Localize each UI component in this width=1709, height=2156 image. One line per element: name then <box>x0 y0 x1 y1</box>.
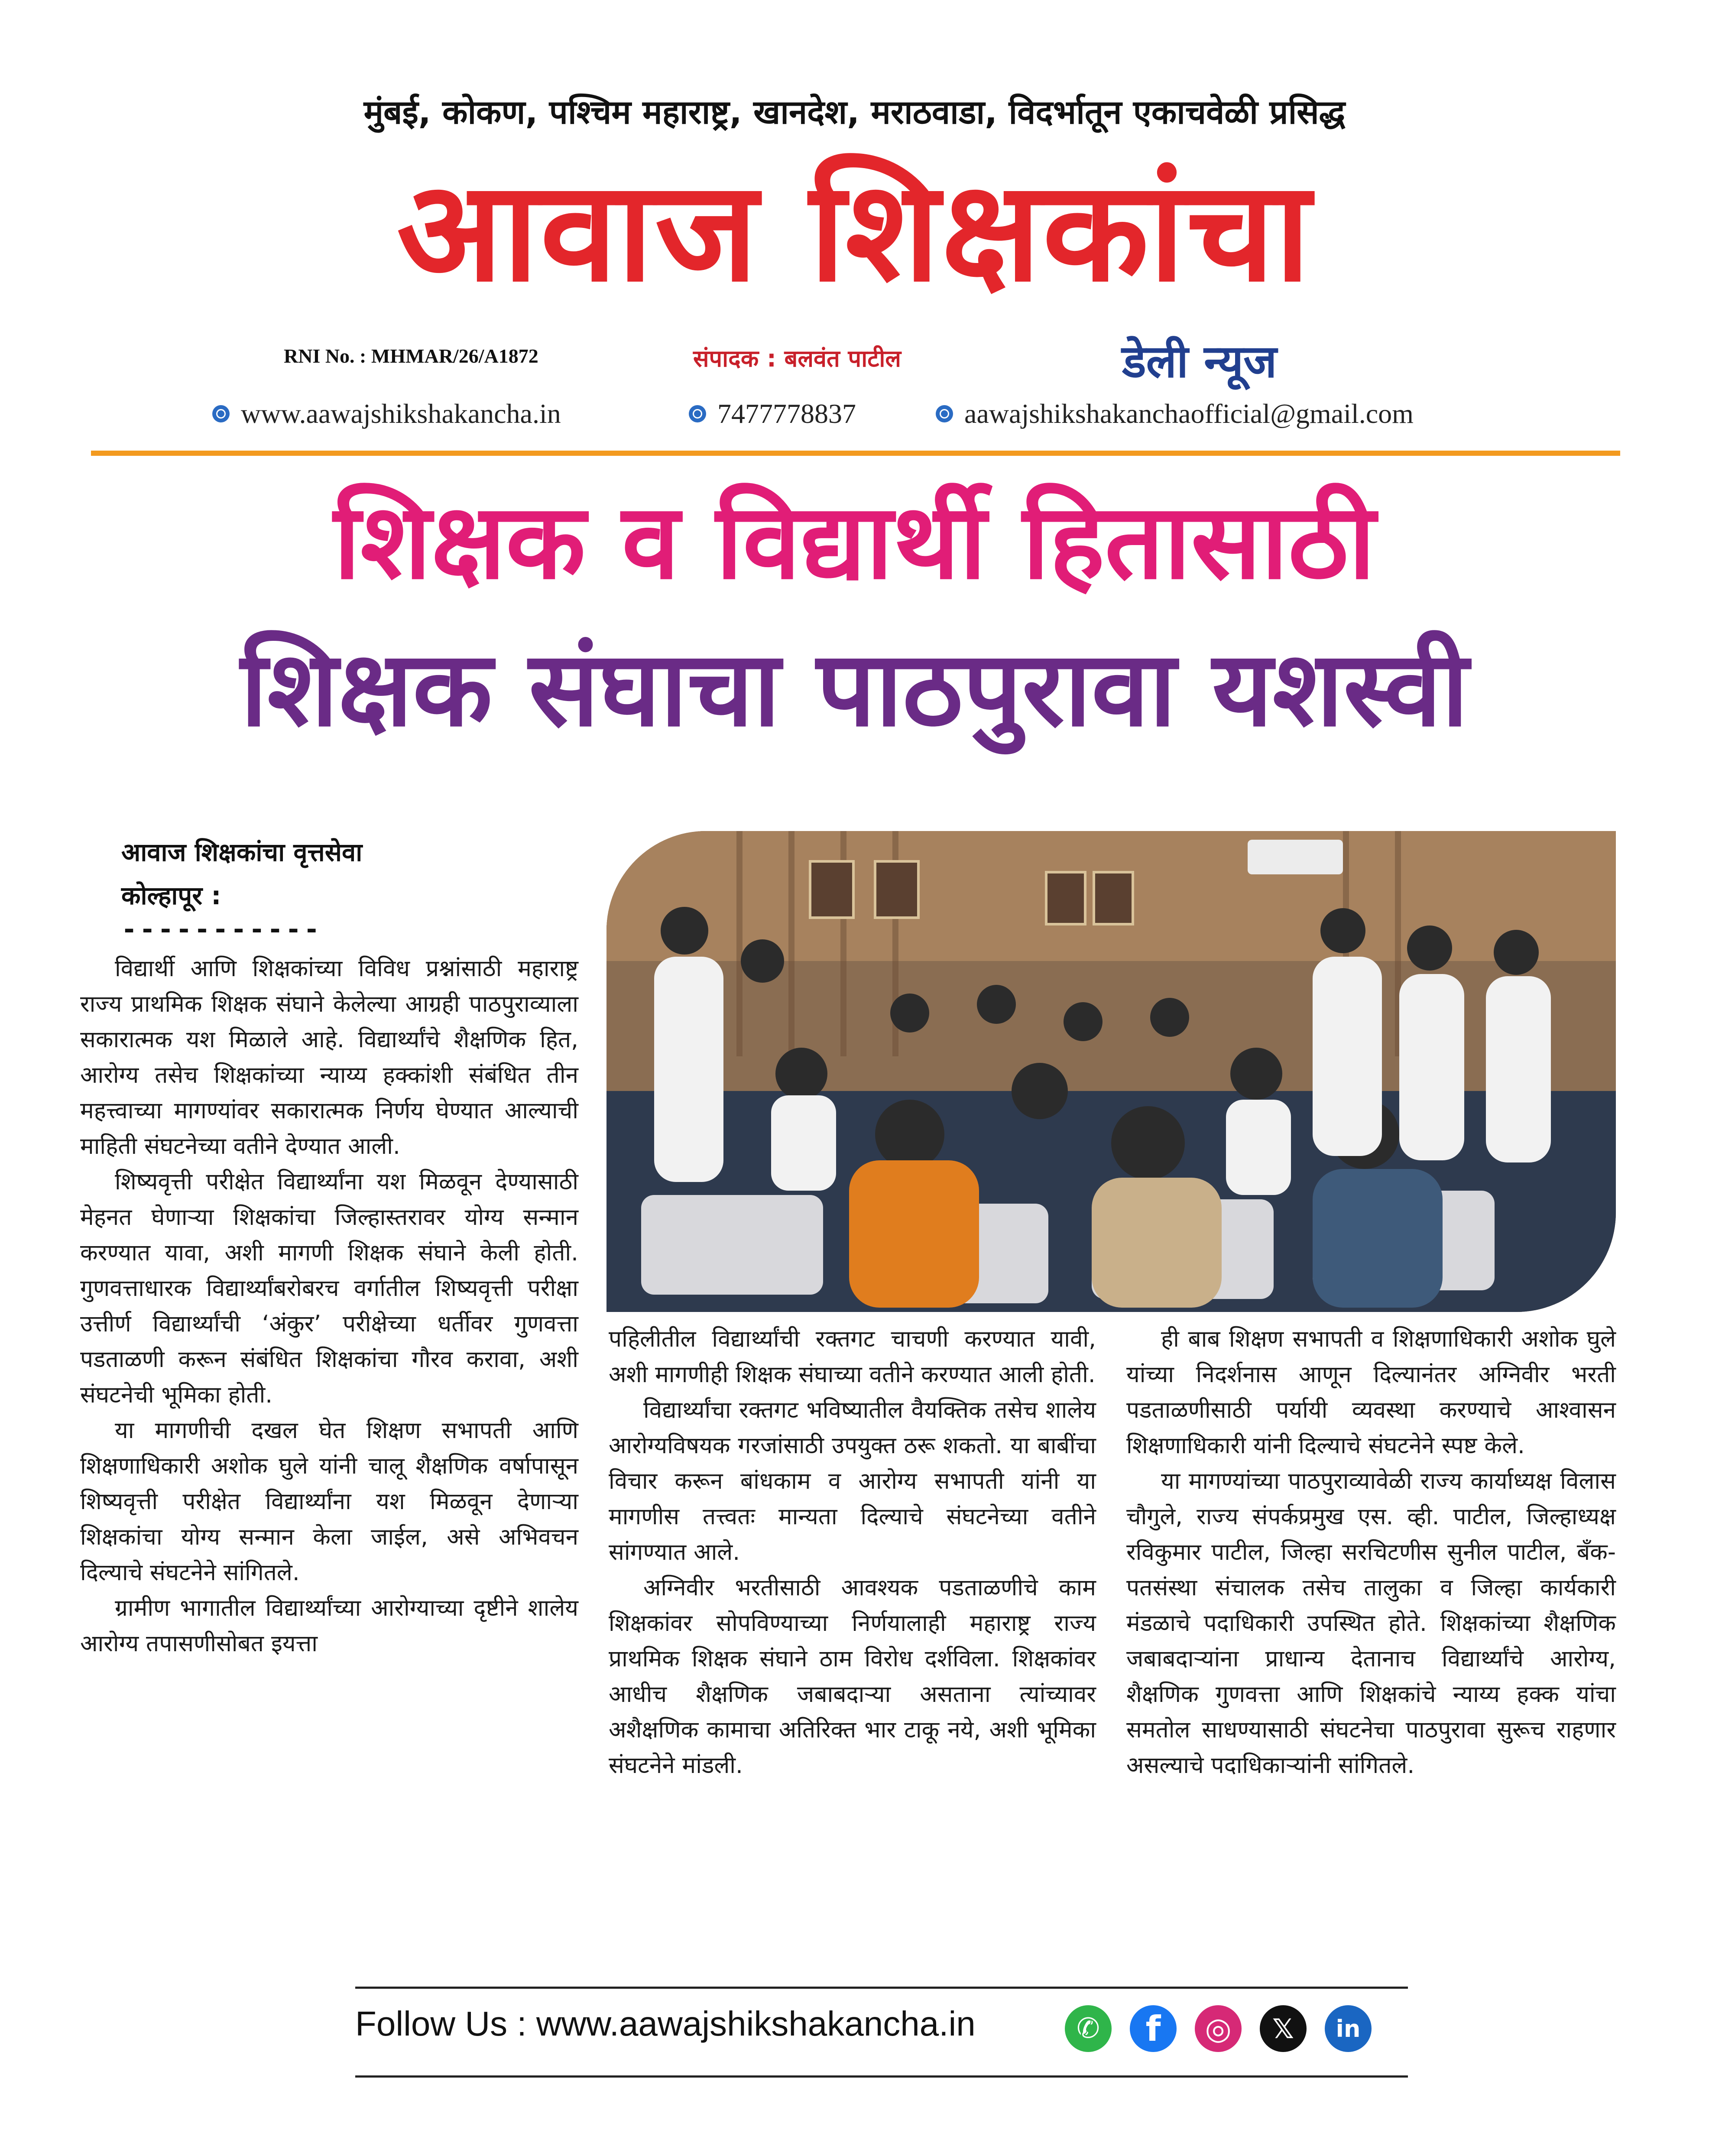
editor-name: संपादक : बलवंत पाटील <box>693 345 902 372</box>
email-text[interactable]: aawajshikshakanchaofficial@gmail.com <box>964 398 1414 429</box>
email-contact <box>936 398 1414 430</box>
paragraph: या मागणीची दखल घेत शिक्षण सभापती आणि शिक्षणाधिकारी अशोक घुले यांनी चालू शैक्षणिक वर्षापासून शिष्यवृत्ती परीक्षेत विद्यार्थ्यांना यश मिळवून देणाऱ्या शिक्षकांचा योग्य सन्मान केला जाईल, असे अभिवचन दिल्याचे संघटनेने सांगितले. <box>80 1417 578 1586</box>
phone-icon <box>689 405 706 422</box>
paragraph: विद्यार्थी आणि शिक्षकांच्या विविध प्रश्नांसाठी महाराष्ट्र राज्य प्राथमिक शिक्षक संघाने केलेल्या आग्रही पाठपुराव्याला सकारात्मक यश मिळाले आहे. विद्यार्थ्यांचे शैक्षणिक हित, आरोग्य तसेच शिक्षकांच्या न्याय्य हक्कांशी संबंधित तीन महत्त्वाच्या मागण्यांवर सकारात्मक निर्णय घेण्यात आल्याची माहिती संघटनेच्या वतीने देण्यात आली. <box>80 955 578 1159</box>
headline-line-1: शिक्षक व विद्यार्थी हितासाठी <box>334 481 1375 602</box>
paragraph: अग्निवीर भरतीसाठी आवश्यक पडताळणीचे काम शिक्षकांवर सोपविण्याच्या निर्णयालाही महाराष्ट्र राज्य प्राथमिक शिक्षक संघाने ठाम विरोध दर्शविला. शिक्षकांवर आधीच शैक्षणिक जबाबदाऱ्या असताना त्यांच्यावर अशैक्षणिक कामाचा अतिरिक्त भार टाकू नये, अशी भूमिका संघटनेने मांडली. <box>609 1575 1096 1779</box>
footer-top-rule <box>355 1987 1408 1989</box>
facebook-icon[interactable]: f <box>1130 2005 1177 2052</box>
phone-contact <box>689 398 856 430</box>
paragraph: ही बाब शिक्षण सभापती व शिक्षणाधिकारी अशोक घुले यांच्या निदर्शनास आणून दिल्यानंतर अग्निवीर भरती पडताळणीसाठी पर्यायी व्यवस्था करण्याचे आश्वासन शिक्षणाधिकारी यांनी दिल्याचे संघटनेने स्पष्ट केले. <box>1126 1326 1616 1459</box>
newspaper-name: आवाज शिक्षकांचा <box>396 151 1313 312</box>
whatsapp-icon[interactable]: ✆ <box>1065 2005 1112 2052</box>
daily-news-label: डेली न्यूज <box>1122 335 1277 388</box>
footer-bottom-rule <box>355 2075 1408 2078</box>
globe-icon <box>212 405 230 422</box>
byline-place: कोल्हापूर : <box>121 881 221 910</box>
x-icon[interactable]: 𝕏 <box>1260 2005 1307 2052</box>
website-contact <box>212 398 561 430</box>
byline-separator: ----------- <box>121 914 322 945</box>
paragraph: पहिलीतील विद्यार्थ्यांची रक्तगट चाचणी करण्यात यावी, अशी मागणीही शिक्षक संघाच्या वतीने करण्यात आली होती. <box>609 1326 1096 1388</box>
website-text[interactable]: www.aawajshikshakancha.in <box>241 398 561 429</box>
paragraph: शिष्यवृत्ती परीक्षेत विद्यार्थ्यांना यश मिळवून देण्यासाठी मेहनत घेणाऱ्या शिक्षकांचा जिल्हास्तरावर योग्य सन्मान करण्यात यावा, अशी मागणी शिक्षक संघाने केली होती. गुणवत्ताधारक विद्यार्थ्यांबरोबरच वर्गातील शिष्यवृत्ती परीक्षा उत्तीर्ण विद्यार्थ्यांची ‘अंकुर’ परीक्षेच्या धर्तीवर गुणवत्ता पडताळणी करून संबंधित शिक्षकांचा गौरव करावा, अशी संघटनेची भूमिका होती. <box>80 1169 578 1408</box>
follow-us-text[interactable]: Follow Us : www.aawajshikshakancha.in <box>355 2004 976 2043</box>
masthead-divider <box>91 451 1620 456</box>
paragraph: या मागण्यांच्या पाठपुराव्यावेळी राज्य कार्याध्यक्ष विलास चौगुले, राज्य संपर्कप्रमुख एस. व्ही. पाटील, जिल्हाध्यक्ष रविकुमार पाटील, जिल्हा सरचिटणीस सुनील पाटील, बँक-पतसंस्था संचालक तसेच तालुका व जिल्हा कार्यकारी मंडळाचे पदाधिकारी उपस्थित होते. शिक्षकांच्या शैक्षणिक जबाबदाऱ्यांना प्राधान्य देतानाच विद्यार्थ्यांचे आरोग्य, शैक्षणिक गुणवत्ता आणि शिक्षकांचे न्याय्य हक्क यांचा समतोल साधण्यासाठी संघटनेचा पाठपुरावा सुरूच राहणार असल्याचे पदाधिकाऱ्यांनी सांगितले. <box>1126 1468 1616 1779</box>
headline-line-2: शिक्षक संघाचा पाठपुरावा यशस्वी <box>240 628 1469 750</box>
linkedin-icon[interactable]: in <box>1325 2005 1372 2052</box>
paragraph: ग्रामीण भागातील विद्यार्थ्यांच्या आरोग्याच्या दृष्टीने शालेय आरोग्य तपासणीसोबत इयत्ता <box>80 1595 578 1657</box>
article-column-2 <box>609 1322 1096 1783</box>
rni-number: RNI No. : MHMAR/26/A1872 <box>284 345 538 367</box>
paragraph: विद्यार्थ्यांचा रक्तगट भविष्यातील वैयक्तिक तसेच शालेय आरोग्यविषयक गरजांसाठी उपयुक्त ठरू शकतो. या बाबींचा विचार करून बांधकाम व आरोग्य सभापती यांनी या मागणीस तत्त्वतः मान्यता दिल्याचे संघटनेच्या वतीने सांगण्यात आले. <box>609 1397 1096 1565</box>
article-column-1 <box>80 951 578 1662</box>
instagram-icon[interactable]: ◎ <box>1195 2005 1242 2052</box>
masthead-tagline: मुंबई, कोकण, पश्चिम महाराष्ट्र, खानदेश, मराठवाडा, विदर्भातून एकाचवेळी प्रसिद्ध <box>363 93 1346 131</box>
mail-icon <box>936 405 953 422</box>
phone-text[interactable]: 7477778837 <box>717 398 856 429</box>
byline-source: आवाज शिक्षकांचा वृत्तसेवा <box>121 838 363 867</box>
meeting-photo <box>606 831 1616 1312</box>
article-column-3 <box>1126 1322 1616 1783</box>
